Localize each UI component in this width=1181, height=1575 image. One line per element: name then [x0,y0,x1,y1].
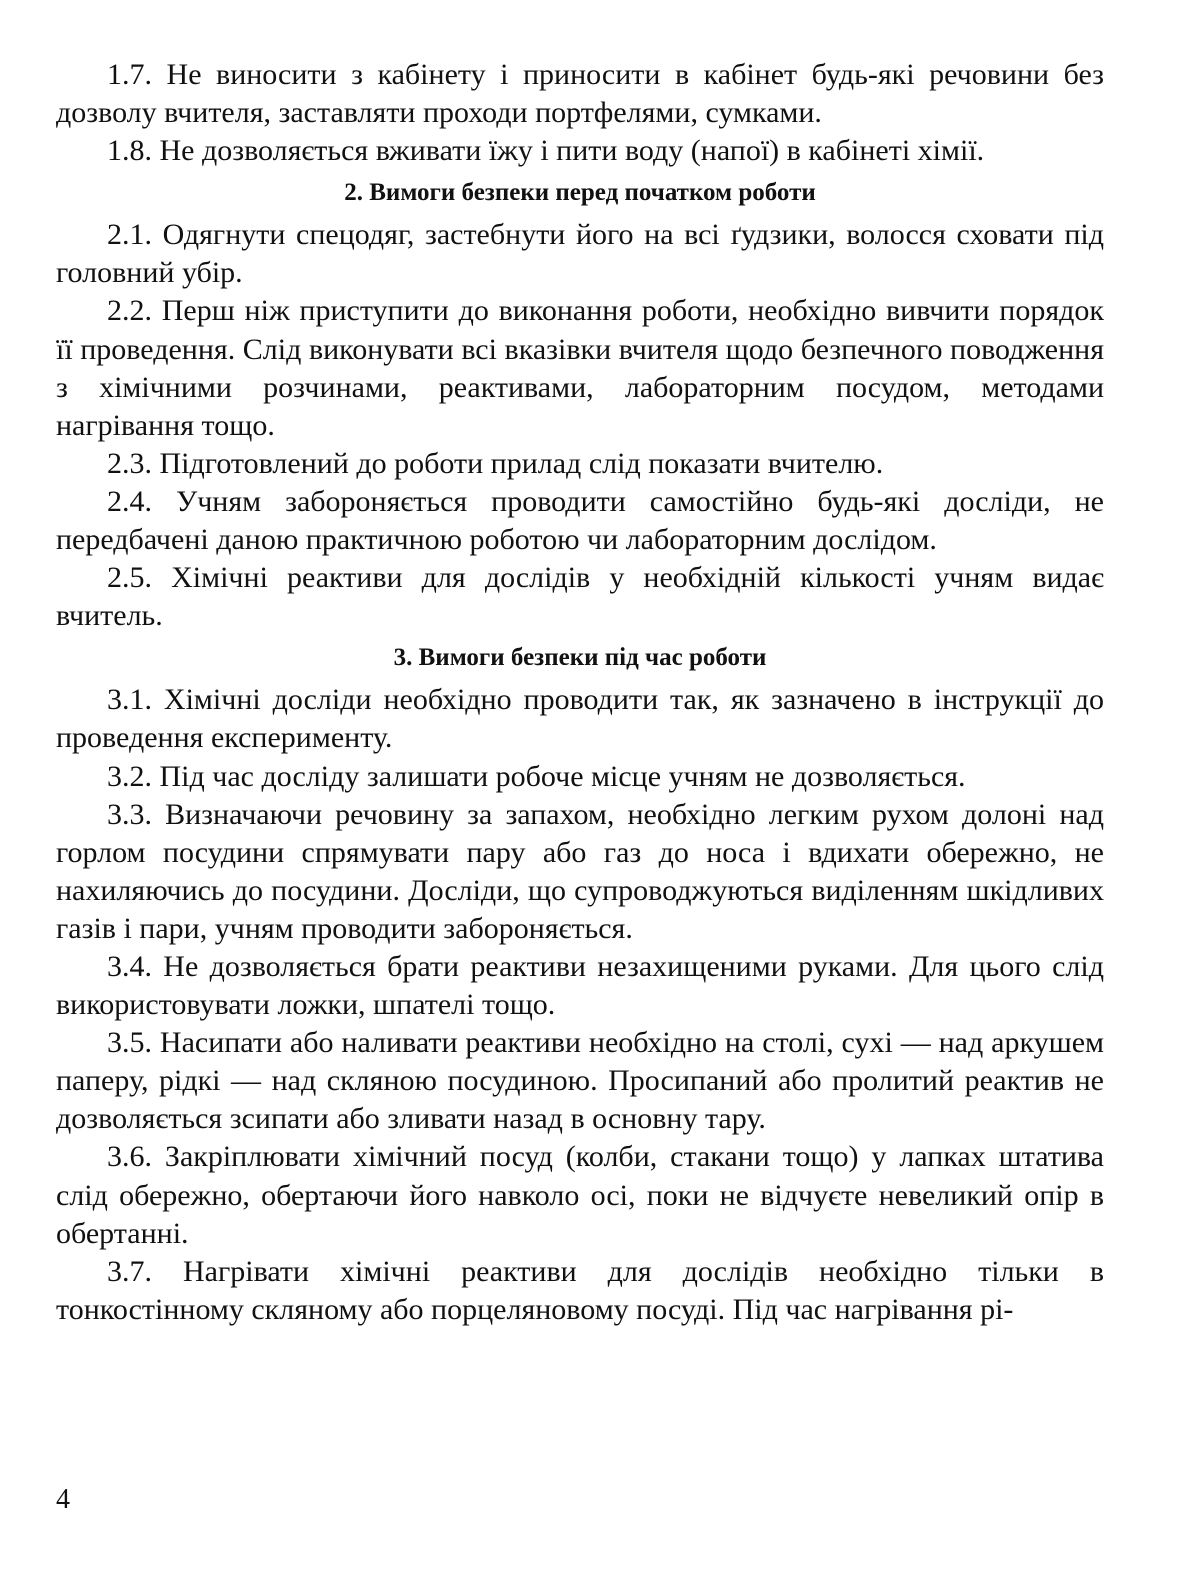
paragraph-3-2: 3.2. Під час досліду залишати робоче місце учням не дозволяється. [107,759,966,793]
paragraph-3-1: 3.1. Хімічні досліди необхідно проводити так, як зазначено в інструкції до проведення експерименту. [56,683,1104,755]
paragraph-3-3: 3.3. Визначаючи речовину за запахом, необхідно легким рухом долоні над горлом посудини спрямувати пару або газ до носа і вдихати обережно, не нахиляючись до посудини. Досліди, що супроводжуються виділенням шкідливих газів і пари, учням проводити забороняється. [56,797,1104,945]
paragraph-3-5: 3.5. Насипати або наливати реактиви необхідно на столі, сухі — над аркушем паперу, рідкі — над скляною посудиною. Просипаний або пролитий реактив не дозволяється зсипати або зливати назад в основну тару. [56,1026,1104,1136]
paragraph-2-5: 2.5. Хімічні реактиви для дослідів у необхідній кількості учням видає вчитель. [56,561,1104,633]
paragraph-2-3: 2.3. Підготовлений до роботи прилад слід показати вчителю. [107,446,884,480]
section-heading-3: 3. Вимоги безпеки під час роботи [393,644,767,672]
paragraph-2-1: 2.1. Одягнути спецодяг, застебнути його на всі ґудзики, волосся сховати під головний убір. [56,218,1104,290]
paragraph-1-7: 1.7. Не виносити з кабінету і приносити в кабінет будь-які речовини без дозволу вчителя, заставляти проходи портфелями, сумками. [56,58,1104,130]
section-heading-2: 2. Вимоги безпеки перед початком роботи [344,179,816,207]
paragraph-3-6: 3.6. Закріплювати хімічний посуд (колби, стакани тощо) у лапках штатива слід обережно, обертаючи його навколо осі, поки не відчуєте невеликий опір в обертанні. [56,1140,1104,1250]
paragraph-2-4: 2.4. Учням забороняється проводити самостійно будь-які досліди, не передбачені даною практичною роботою чи лабораторним дослідом. [56,484,1104,557]
paragraph-3-4: 3.4. Не дозволяється брати реактиви незахищеними руками. Для цього слід використовувати ложки, шпателі тощо. [56,949,1104,1022]
paragraph-3-7: 3.7. Нагрівати хімічні реактиви для дослідів необхідно тільки в тонкостінному скляному або порцеляновому посуді. Під час нагрівання рі- [56,1254,1104,1326]
paragraph-2-2: 2.2. Перш ніж приступити до виконання роботи, необхідно вивчити порядок її проведення. Слід виконувати всі вказівки вчителя щодо безпечного поводження з хімічними розчинами, реактивами, лабораторним посудом, методами нагрівання тощо. [56,294,1104,442]
page-body [56,56,1104,1329]
page-number: 4 [56,1484,70,1515]
paragraph-1-8: 1.8. Не дозволяється вживати їжу і пити воду (напої) в кабінеті хімії. [107,134,985,168]
